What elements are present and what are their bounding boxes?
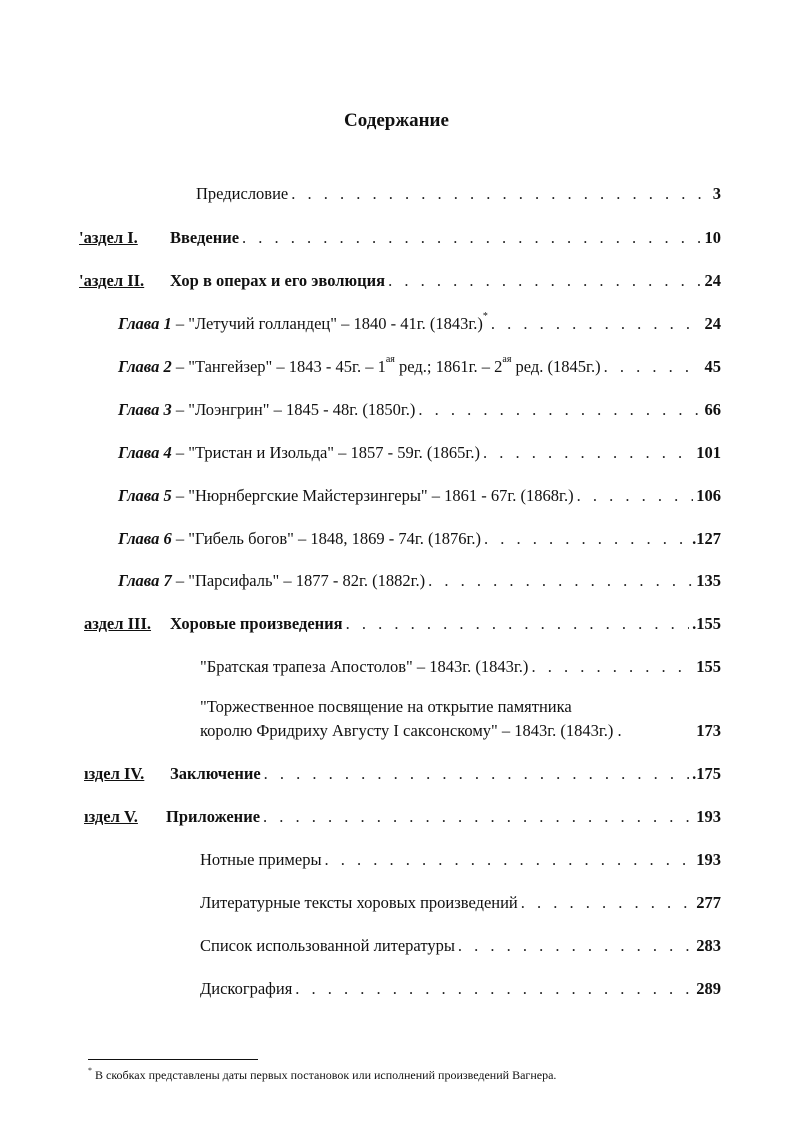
footnote-divider	[88, 1059, 258, 1060]
toc-entry-appendix-2[interactable]	[200, 889, 721, 913]
dot-leader	[458, 936, 693, 956]
section-label-3: аздел III.	[84, 614, 152, 633]
toc-page-number: 24	[704, 314, 721, 333]
toc-entry-label	[118, 443, 480, 463]
chapter-label: Глава 1	[118, 314, 172, 333]
toc-entry-appendix-4[interactable]	[200, 975, 721, 999]
dot-leader	[484, 529, 689, 549]
toc-page-number: 193	[696, 807, 721, 826]
toc-entry-appendix-3[interactable]	[200, 932, 721, 956]
dot-leader	[521, 893, 693, 913]
dot-leader	[346, 614, 690, 634]
toc-page-number: .155	[692, 614, 721, 633]
toc-entry-chapter-1[interactable]	[118, 310, 721, 334]
toc-entry-label: Введение	[170, 228, 240, 247]
chapter-label: Глава 2	[118, 357, 172, 376]
footnote-text: В скобках представлены даты первых постановок или исполнений произведений Вагнера.	[95, 1068, 557, 1082]
toc-entry-label: Хоровые произведения	[170, 614, 343, 633]
toc-entry-label: Дискография	[200, 979, 293, 998]
toc-entry-label	[118, 486, 574, 506]
dot-leader	[388, 271, 701, 291]
section-label-2: 'аздел II.	[79, 271, 145, 290]
toc-entry-label: Нотные примеры	[200, 850, 322, 869]
toc-entry-appendix-1[interactable]	[200, 846, 721, 870]
dot-leader	[491, 314, 702, 334]
chapter-title: – "Лоэнгрин" – 1845 - 48г. (1850г.)	[175, 400, 416, 419]
toc-page-number: 24	[704, 271, 721, 290]
toc-entry-section-5[interactable]	[166, 803, 721, 827]
toc-page-number: 155	[696, 657, 721, 676]
dot-leader	[531, 657, 693, 677]
footnote-marker: *	[88, 1066, 92, 1075]
toc-page-number: 173	[696, 721, 721, 740]
chapter-label: Глава 3	[118, 400, 172, 419]
toc-entry-label: Хор в операх и его эволюция	[170, 271, 386, 290]
dot-leader	[577, 486, 694, 506]
dot-leader	[418, 400, 701, 420]
toc-entry-label: Заключение	[170, 764, 261, 783]
dot-leader	[483, 443, 693, 463]
chapter-title: – "Гибель богов" – 1848, 1869 - 74г. (1876г.)	[175, 529, 482, 548]
toc-entry-chapter-4[interactable]	[118, 439, 721, 463]
toc-entry-choral-2[interactable]	[200, 693, 721, 741]
footnote-marker: *	[482, 311, 488, 322]
chapter-label: Глава 5	[118, 486, 172, 505]
chapter-label: Глава 6	[118, 529, 172, 548]
toc-page-number: 106	[696, 486, 721, 505]
toc-entry-section-3[interactable]	[170, 610, 721, 634]
chapter-label: Глава 4	[118, 443, 172, 462]
toc-entry-label: Литературные тексты хоровых произведений	[200, 893, 518, 912]
toc-page-number: 45	[704, 357, 721, 376]
dot-leader	[264, 764, 689, 784]
toc-page-number: 135	[696, 571, 721, 590]
chapter-title: – "Тристан и Изольда" – 1857 - 59г. (1865г.)	[175, 443, 480, 462]
toc-entry-section-2[interactable]	[170, 267, 721, 291]
toc-entry-label: "Братская трапеза Апостолов" – 1843г. (1843г.)	[200, 657, 529, 676]
toc-entry-section-4[interactable]	[170, 760, 721, 784]
toc-entry-chapter-7[interactable]	[118, 567, 721, 591]
section-label-4: ıздел IV.	[84, 764, 145, 783]
dot-leader	[291, 184, 710, 204]
chapter-title-part: – "Тангейзер" – 1843 - 45г. – 1	[175, 357, 386, 376]
toc-entry-label	[118, 311, 488, 334]
toc-entry-choral-1[interactable]	[200, 653, 721, 677]
toc-entry-chapter-3[interactable]	[118, 396, 721, 420]
toc-entry-label	[118, 571, 425, 591]
toc-page-number: 277	[696, 893, 721, 912]
toc-page-number: 193	[696, 850, 721, 869]
dot-leader	[428, 571, 693, 591]
toc-page-number: 101	[696, 443, 721, 462]
toc-entry-line	[200, 717, 721, 741]
toc-entry-label: Список использованной литературы	[200, 936, 455, 955]
toc-page-number: 3	[712, 184, 721, 203]
toc-entry-label: королю Фридриху Августу I саксонскому" – 1843г. (1843г.) .	[200, 721, 622, 740]
toc-page-number: 10	[704, 228, 721, 247]
page-title: Содержание	[344, 110, 449, 131]
toc-page-number: .175	[692, 764, 721, 783]
toc-entry-preface[interactable]	[196, 180, 721, 204]
section-label-1: 'аздел I.	[79, 228, 138, 247]
toc-entry-label: Предисловие	[196, 184, 289, 203]
toc-entry-line: "Торжественное посвящение на открытие памятника	[200, 697, 572, 716]
dot-leader	[242, 228, 701, 248]
toc-entry-label: Приложение	[166, 807, 261, 826]
chapter-title-part: ред. (1845г.)	[511, 357, 601, 376]
section-label-5: ıздел V.	[84, 807, 138, 826]
toc-page-number: 66	[704, 400, 721, 419]
dot-leader	[263, 807, 693, 827]
toc-entry-label	[118, 400, 415, 420]
toc-entry-chapter-5[interactable]	[118, 482, 721, 506]
toc-entry-label	[118, 354, 601, 377]
footnote	[88, 1068, 556, 1083]
toc-entry-section-1[interactable]	[170, 224, 721, 248]
dot-leader	[604, 357, 702, 377]
toc-page-number: .127	[692, 529, 721, 548]
toc-entry-chapter-2[interactable]	[118, 353, 721, 377]
toc-entry-label	[118, 529, 481, 549]
chapter-title: – "Нюрнбергские Майстерзингеры" – 1861 - 67г. (1868г.)	[175, 486, 574, 505]
dot-leader	[295, 979, 693, 999]
chapter-label: Глава 7	[118, 571, 172, 590]
dot-leader	[325, 850, 694, 870]
chapter-title-part: ред.; 1861г. – 2	[394, 357, 503, 376]
ordinal-suffix: ая	[502, 354, 512, 365]
toc-entry-chapter-6[interactable]	[118, 525, 721, 549]
toc-page-number: 289	[696, 979, 721, 998]
chapter-title: – "Парсифаль" – 1877 - 82г. (1882г.)	[175, 571, 426, 590]
ordinal-suffix: ая	[385, 354, 395, 365]
toc-page-number: 283	[696, 936, 721, 955]
chapter-title: – "Летучий голландец" – 1840 - 41г. (1843г.)	[175, 314, 483, 333]
